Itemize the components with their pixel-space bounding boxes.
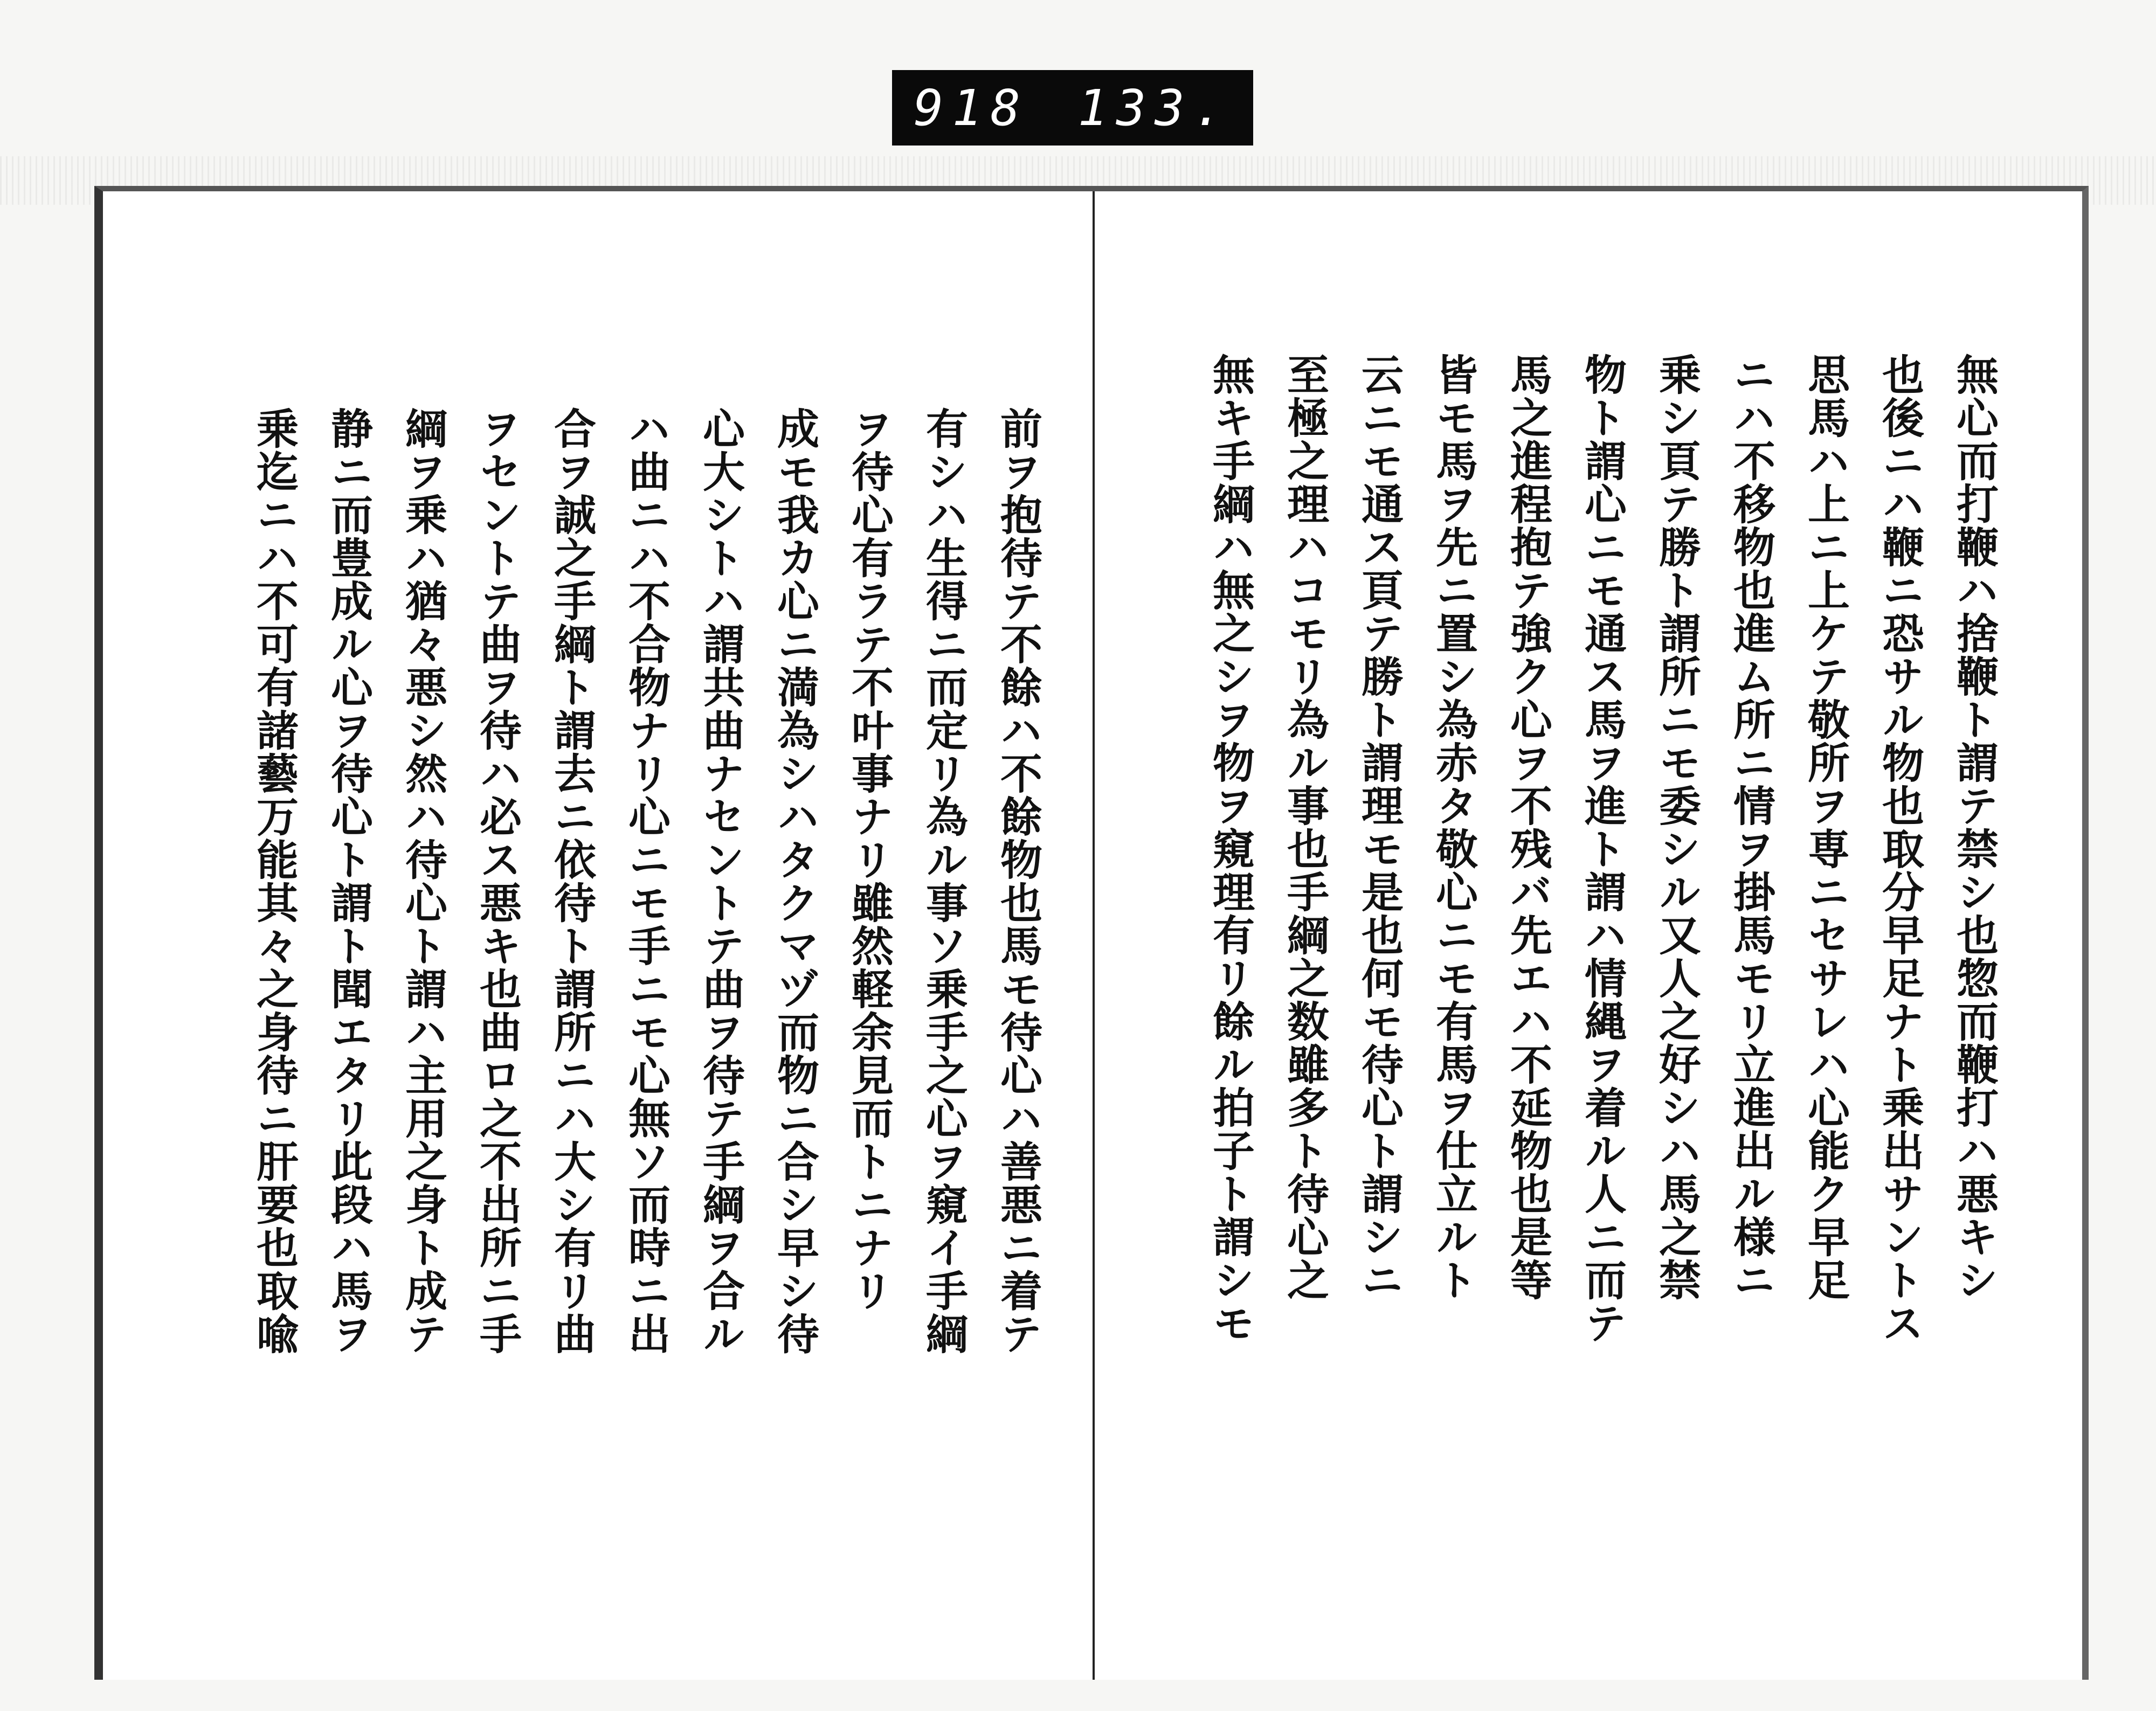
text-column: 心大シトハ謂共曲ナセントテ曲ヲ待テ手綱ヲ合ル <box>696 407 745 1355</box>
text-column: ヲ待心有ラテ不叶事ナリ雖然軽余見而トニナリ <box>845 407 894 1312</box>
text-column: 無キ手綱ハ無之シヲ物ヲ窺理有リ餘ル拍子ト謂シモ <box>1206 353 1255 1345</box>
text-column: 云ニモ通ス頁テ勝ト謂理モ是也何モ待心ト謂シニ <box>1355 353 1404 1301</box>
text-column: ハ曲ニハ不合物ナリ心ニモ手ニモ心無ソ而時ニ出 <box>621 407 671 1355</box>
text-column: 思馬ハ上ニ上ケテ敬所ヲ専ニセサレハ心能ク早足 <box>1801 353 1850 1301</box>
text-column: ニハ不移物也進ム所ニ情ヲ掛馬モリ立進出ル様ニ <box>1726 353 1775 1301</box>
text-column: 無心而打鞭ハ捨鞭ト謂テ禁シ也惣而鞭打ハ悪キシ <box>1950 353 1999 1301</box>
text-column: 乗迄ニハ不可有諸藝万能其々之身待ニ肝要也取喩 <box>250 407 299 1355</box>
text-column: 合ヲ誠之手綱ト謂去ニ依待ト謂所ニハ大シ有リ曲 <box>547 407 596 1355</box>
text-column: 皆モ馬ヲ先ニ置シ為赤タ敬心ニモ有馬ヲ仕立ルト <box>1429 353 1478 1301</box>
frame-number: 133. <box>1077 79 1232 137</box>
open-book <box>94 186 2089 1680</box>
text-column: 也後ニハ鞭ニ恐サル物也取分早足ナト乗出サントス <box>1875 353 1924 1345</box>
text-column: 乗シ頁テ勝ト謂所ニモ委シル又人之好シハ馬之禁 <box>1652 353 1701 1301</box>
text-column: ヲセントテ曲ヲ待ハ必ス悪キ也曲ロ之不出所ニ手 <box>473 407 522 1355</box>
text-column: 静ニ而豊成ル心ヲ待心ト謂ト聞エタリ此段ハ馬ヲ <box>324 407 373 1355</box>
right-page <box>1095 191 2081 1680</box>
text-column: 至極之理ハコモリ為ル事也手綱之数雖多ト待心之 <box>1280 353 1329 1301</box>
left-page-text <box>237 407 1055 1711</box>
text-column: 物ト謂心ニモ通ス馬ヲ進ト謂ハ情縄ヲ着ル人ニ而テ <box>1578 353 1627 1345</box>
right-page-text <box>1193 353 2011 1668</box>
text-column: 有シハ生得ニ而定リ為ル事ソ乗手之心ヲ窺イ手綱 <box>919 407 968 1355</box>
text-column: 馬之進程抱テ強ク心ヲ不残バ先エハ不延物也是等 <box>1503 353 1552 1301</box>
text-column: 前ヲ抱待テ不餘ハ不餘物也馬モ待心ハ善悪ニ着テ <box>993 407 1042 1355</box>
reel-number: 918 <box>914 79 1029 137</box>
left-page <box>103 191 1095 1680</box>
text-column: 綱ヲ乗ハ猶々悪シ然ハ待心ト謂ハ主用之身ト成テ <box>398 407 447 1355</box>
text-column: 成モ我カ心ニ満為シハタクマヅ而物ニ合シ早シ待 <box>770 407 819 1355</box>
microfilm-label <box>892 70 1253 146</box>
